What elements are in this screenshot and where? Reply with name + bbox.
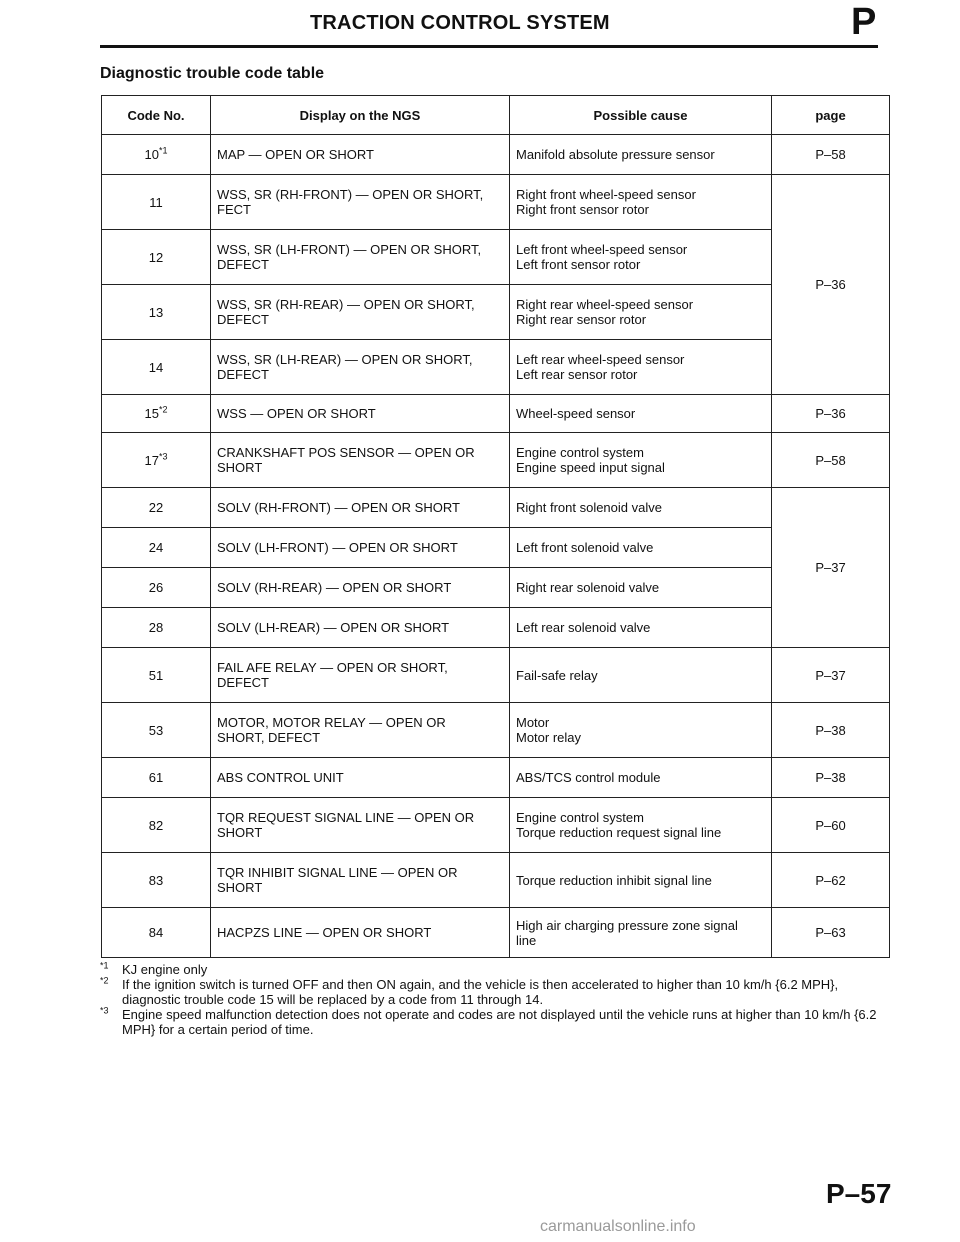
cause-cell — [510, 568, 772, 608]
table-row — [102, 488, 890, 528]
cause-text: Right front wheel-speed sensor — [516, 187, 696, 202]
table-row — [102, 135, 890, 175]
cause-cell — [510, 285, 772, 340]
code-cell — [102, 758, 211, 798]
cause-text: Engine control system — [516, 445, 644, 460]
cause-cell — [510, 608, 772, 648]
table-row — [102, 908, 890, 958]
footnote — [100, 977, 900, 1007]
footnote-marker: *2 — [100, 975, 109, 986]
display-cell — [211, 135, 510, 175]
code-cell — [102, 285, 211, 340]
display-cell — [211, 488, 510, 528]
watermark: carmanualsonline.info — [540, 1218, 696, 1235]
cause-text: line — [516, 932, 537, 948]
page-ref-cell: P–60 — [772, 798, 890, 853]
footnote — [100, 1007, 900, 1037]
page-ref-cell: P–36 — [772, 175, 890, 395]
page-ref-cell: P–36 — [772, 395, 890, 433]
cause-cell — [510, 908, 772, 958]
display-cell — [211, 528, 510, 568]
code-number: 84 — [148, 925, 164, 940]
code-cell — [102, 433, 211, 488]
footnote-text: If the ignition switch is turned OFF and then ON again, and the vehicle is then accelerated to higher than 10 km/h {6.2 MPH}, diagnostic trouble code 15 will be replaced by a code from 11 through 14. — [122, 977, 839, 1007]
cause-cell — [510, 433, 772, 488]
display-text: FAIL AFE RELAY — OPEN OR SHORT, — [217, 660, 448, 675]
display-cell — [211, 285, 510, 340]
code-number: 51 — [148, 667, 164, 683]
page-ref-cell: P–62 — [772, 853, 890, 908]
code-number: 22 — [148, 500, 164, 515]
page-ref-cell: P–37 — [772, 488, 890, 648]
table-title: Diagnostic trouble code table — [100, 65, 325, 82]
display-text: TQR REQUEST SIGNAL LINE — OPEN OR — [217, 810, 475, 825]
code-number: 15 — [144, 406, 159, 421]
code-number: 10 — [144, 147, 159, 162]
cause-cell — [510, 175, 772, 230]
cause-cell — [510, 703, 772, 758]
cause-text: Engine speed input signal — [516, 460, 665, 475]
display-text: SHORT — [217, 825, 263, 840]
table-row — [102, 568, 890, 608]
code-number: 14 — [148, 359, 164, 375]
display-text: WSS, SR (LH-FRONT) — OPEN OR SHORT, — [217, 242, 482, 257]
column-header: page — [772, 96, 890, 135]
cause-text: Right front solenoid valve — [516, 500, 662, 515]
code-cell — [102, 908, 211, 958]
footnote-text: KJ engine only — [122, 962, 208, 977]
display-text: MOTOR, MOTOR RELAY — OPEN OR — [217, 715, 446, 730]
display-cell — [211, 395, 510, 433]
column-header: Display on the NGS — [211, 96, 510, 135]
cause-cell — [510, 853, 772, 908]
table-header-row — [102, 96, 890, 135]
display-cell — [211, 758, 510, 798]
cause-cell — [510, 230, 772, 285]
table-row — [102, 703, 890, 758]
cause-text: Right front sensor rotor — [516, 202, 649, 217]
cause-text: ABS/TCS control module — [516, 770, 661, 785]
table-row — [102, 798, 890, 853]
code-cell — [102, 340, 211, 395]
display-text: TQR INHIBIT SIGNAL LINE — OPEN OR — [217, 865, 458, 880]
footnote-text: Engine speed malfunction detection does not operate and codes are not displayed until the vehicle runs at higher than 10 km/h {6.2 MPH} for a certain period of time. — [122, 1007, 877, 1037]
code-cell — [102, 135, 211, 175]
section-letter: P — [851, 1, 877, 43]
page-ref-cell: P–58 — [772, 135, 890, 175]
footnote — [100, 962, 900, 977]
page-ref-cell: P–38 — [772, 703, 890, 758]
page-number: P–57 — [826, 1178, 892, 1209]
cause-text: Left front wheel-speed sensor — [516, 242, 688, 257]
display-text: FECT — [217, 202, 251, 217]
code-cell — [102, 703, 211, 758]
header-rule — [100, 45, 878, 48]
cause-text: Left rear solenoid valve — [516, 620, 651, 635]
display-text: WSS, SR (LH-REAR) — OPEN OR SHORT, — [217, 352, 473, 367]
table-row — [102, 175, 890, 230]
code-cell — [102, 608, 211, 648]
cause-text: Engine control system — [516, 810, 644, 825]
code-cell — [102, 648, 211, 703]
display-text: HACPZS LINE — OPEN OR SHORT — [217, 925, 432, 940]
code-number: 82 — [148, 817, 164, 833]
code-number: 28 — [148, 620, 164, 635]
column-header: Code No. — [102, 96, 211, 135]
display-text: SHORT — [217, 880, 263, 895]
display-cell — [211, 340, 510, 395]
page-ref-cell: P–58 — [772, 433, 890, 488]
code-cell — [102, 853, 211, 908]
code-number: 61 — [148, 770, 164, 785]
cause-text: Left front solenoid valve — [516, 540, 654, 555]
table-row — [102, 230, 890, 285]
page-ref-cell: P–38 — [772, 758, 890, 798]
display-text: MAP — OPEN OR SHORT — [217, 147, 374, 162]
code-number: 83 — [148, 872, 164, 888]
cause-cell — [510, 528, 772, 568]
table-row — [102, 395, 890, 433]
code-number: 17 — [144, 452, 159, 468]
code-cell — [102, 230, 211, 285]
cause-text: High air charging pressure zone signal — [516, 917, 738, 933]
cause-text: Right rear solenoid valve — [516, 580, 660, 595]
column-header: Possible cause — [510, 96, 772, 135]
code-number: 11 — [149, 194, 163, 210]
cause-cell — [510, 135, 772, 175]
code-number: 24 — [148, 540, 164, 555]
table-row — [102, 758, 890, 798]
table-row — [102, 285, 890, 340]
cause-text: Manifold absolute pressure sensor — [516, 147, 715, 162]
table-row — [102, 648, 890, 703]
page-ref-cell: P–37 — [772, 648, 890, 703]
code-number: 12 — [148, 249, 164, 265]
footnote-marker: *1 — [158, 145, 168, 156]
display-text: DEFECT — [217, 367, 269, 382]
footnote-marker: *3 — [158, 451, 168, 462]
cause-text: Torque reduction request signal line — [516, 825, 722, 840]
table-row — [102, 340, 890, 395]
display-cell — [211, 608, 510, 648]
table-row — [102, 853, 890, 908]
cause-text: Right rear sensor rotor — [516, 312, 647, 327]
cause-cell — [510, 648, 772, 703]
display-cell — [211, 568, 510, 608]
table-row — [102, 528, 890, 568]
table-body — [102, 135, 890, 958]
cause-text: Motor relay — [516, 730, 582, 745]
display-text: SHORT, DEFECT — [217, 730, 321, 745]
display-text: SHORT — [217, 460, 263, 475]
code-cell — [102, 568, 211, 608]
display-text: SOLV (LH-REAR) — OPEN OR SHORT — [217, 620, 450, 635]
code-cell — [102, 528, 211, 568]
display-cell — [211, 175, 510, 230]
display-cell — [211, 703, 510, 758]
display-cell — [211, 853, 510, 908]
display-cell — [211, 648, 510, 703]
cause-text: Left front sensor rotor — [516, 257, 641, 272]
display-text: SOLV (LH-FRONT) — OPEN OR SHORT — [217, 540, 458, 555]
cause-text: Fail-safe relay — [516, 667, 598, 683]
code-number: 26 — [148, 580, 164, 595]
display-cell — [211, 433, 510, 488]
display-text: WSS, SR (RH-REAR) — OPEN OR SHORT, — [217, 297, 475, 312]
display-text: ABS CONTROL UNIT — [217, 770, 344, 785]
footnote-marker: *1 — [100, 960, 109, 971]
display-text: DEFECT — [217, 257, 269, 272]
cause-cell — [510, 488, 772, 528]
cause-text: Right rear wheel-speed sensor — [516, 297, 694, 312]
display-text: CRANKSHAFT POS SENSOR — OPEN OR — [217, 445, 475, 460]
code-cell — [102, 488, 211, 528]
footnote-marker: *3 — [100, 1005, 109, 1016]
display-cell — [211, 230, 510, 285]
table-row — [102, 608, 890, 648]
code-cell — [102, 798, 211, 853]
display-cell — [211, 908, 510, 958]
table-row — [102, 433, 890, 488]
footnote-marker: *2 — [158, 404, 168, 415]
page-ref-cell: P–63 — [772, 908, 890, 958]
display-text: SOLV (RH-REAR) — OPEN OR SHORT — [217, 580, 452, 595]
cause-cell — [510, 395, 772, 433]
cause-text: Motor — [516, 715, 550, 730]
display-text: DEFECT — [217, 675, 269, 690]
page-header-title: TRACTION CONTROL SYSTEM — [310, 12, 610, 34]
display-text: DEFECT — [217, 312, 269, 327]
code-cell — [102, 395, 211, 433]
display-text: SOLV (RH-FRONT) — OPEN OR SHORT — [217, 500, 460, 515]
footnotes — [100, 962, 900, 1037]
cause-text: Left rear wheel-speed sensor — [516, 352, 685, 367]
display-text: WSS — OPEN OR SHORT — [217, 406, 376, 421]
code-number: 53 — [148, 722, 164, 738]
cause-text: Torque reduction inhibit signal line — [516, 872, 712, 888]
code-number: 13 — [148, 304, 164, 320]
cause-cell — [510, 758, 772, 798]
dtc-table — [101, 95, 890, 958]
cause-text: Wheel-speed sensor — [516, 406, 636, 421]
display-text: WSS, SR (RH-FRONT) — OPEN OR SHORT, — [217, 187, 484, 202]
cause-cell — [510, 340, 772, 395]
code-cell — [102, 175, 211, 230]
cause-cell — [510, 798, 772, 853]
display-cell — [211, 798, 510, 853]
cause-text: Left rear sensor rotor — [516, 367, 638, 382]
